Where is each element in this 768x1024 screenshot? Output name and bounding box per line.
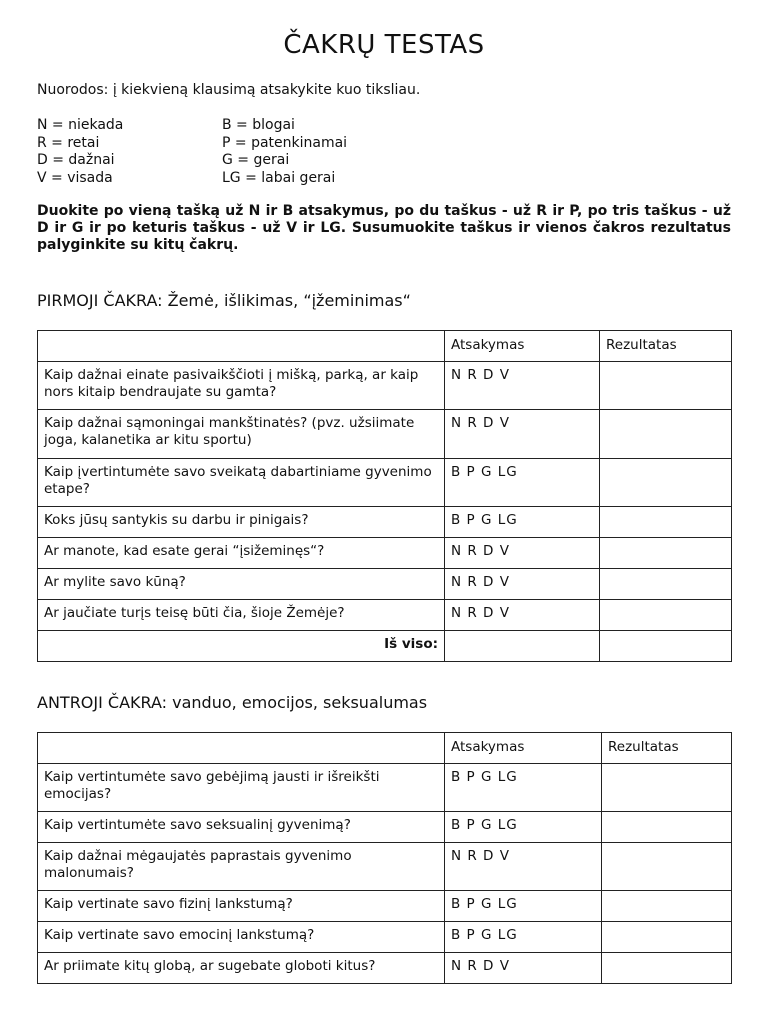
header-result: Rezultatas — [602, 733, 732, 764]
question-cell: Kaip įvertintumėte savo sveikatą dabartiniame gyvenimo etape? — [38, 459, 445, 507]
total-label: Iš viso: — [38, 631, 445, 662]
answer-options-cell[interactable]: N R D V — [445, 569, 600, 600]
answer-options-cell[interactable]: B P G LG — [445, 459, 600, 507]
result-cell[interactable] — [602, 764, 732, 812]
question-cell: Kaip dažnai sąmoningai mankštinatės? (pvz. užsiimate joga, kalanetika ar kitu sportu) — [38, 410, 445, 459]
section-title-second-chakra: ANTROJI ČAKRA: vanduo, emocijos, seksualumas — [37, 693, 428, 712]
header-question — [38, 331, 445, 362]
scoring-instructions: Duokite po vieną tašką už N ir B atsakymus, po du taškus - už R ir P, po tris taškus - už D ir G ir po keturis taškus - už V ir LG. Susumuokite taškus ir vienos čakros rezultatus palyginkite su kitų čakrų. — [37, 203, 731, 253]
question-cell: Kaip dažnai einate pasivaikščioti į mišką, parką, ar kaip nors kitaip bendraujate su gamta? — [38, 362, 445, 410]
table-row — [38, 600, 732, 631]
table-row — [38, 410, 732, 459]
header-answer: Atsakymas — [445, 733, 602, 764]
header-question — [38, 733, 445, 764]
answer-options-cell[interactable]: B P G LG — [445, 891, 602, 922]
total-answer-cell[interactable] — [445, 631, 600, 662]
question-cell: Kaip dažnai mėgaujatės paprastais gyvenimo malonumais? — [38, 843, 445, 891]
table-row — [38, 569, 732, 600]
result-cell[interactable] — [602, 922, 732, 953]
header-result: Rezultatas — [600, 331, 732, 362]
section-title-first-chakra: PIRMOJI ČAKRA: Žemė, išlikimas, “įžeminimas“ — [37, 291, 411, 310]
legend-rating — [222, 117, 347, 187]
question-cell: Kaip vertintumėte savo gebėjimą jausti ir išreikšti emocijas? — [38, 764, 445, 812]
table-row — [38, 891, 732, 922]
header-answer: Atsakymas — [445, 331, 600, 362]
legend-item: B = blogai — [222, 117, 295, 133]
first-chakra-table — [37, 330, 732, 662]
answer-options-cell[interactable]: N R D V — [445, 843, 602, 891]
question-cell: Kaip vertinate savo emocinį lankstumą? — [38, 922, 445, 953]
result-cell[interactable] — [600, 459, 732, 507]
answer-options-cell[interactable]: N R D V — [445, 600, 600, 631]
legend-item: R = retai — [37, 134, 100, 151]
result-cell[interactable] — [600, 410, 732, 459]
table-row — [38, 362, 732, 410]
result-cell[interactable] — [600, 600, 732, 631]
question-cell: Kaip vertintumėte savo seksualinį gyvenimą? — [38, 812, 445, 843]
legend-item: D = dažnai — [37, 152, 115, 168]
result-cell[interactable] — [600, 538, 732, 569]
table-header-row — [38, 733, 732, 764]
answer-options-cell[interactable]: B P G LG — [445, 764, 602, 812]
table-row — [38, 507, 732, 538]
answer-options-cell[interactable]: N R D V — [445, 953, 602, 984]
answer-options-cell[interactable]: B P G LG — [445, 812, 602, 843]
total-row — [38, 631, 732, 662]
question-cell: Kaip vertinate savo fizinį lankstumą? — [38, 891, 445, 922]
legend-item: LG = labai gerai — [222, 169, 336, 186]
question-cell: Koks jūsų santykis su darbu ir pinigais? — [38, 507, 445, 538]
table-header-row — [38, 331, 732, 362]
instructions: Nuorodos: į kiekvieną klausimą atsakykite kuo tiksliau. — [37, 82, 421, 98]
page-title: ČAKRŲ TESTAS — [283, 30, 485, 60]
table-row — [38, 538, 732, 569]
answer-options-cell[interactable]: N R D V — [445, 410, 600, 459]
second-chakra-table — [37, 732, 732, 984]
question-cell: Ar mylite savo kūną? — [38, 569, 445, 600]
answer-options-cell[interactable]: N R D V — [445, 362, 600, 410]
result-cell[interactable] — [602, 953, 732, 984]
table-row — [38, 459, 732, 507]
legend-item: P = patenkinamai — [222, 134, 348, 151]
legend-item: V = visada — [37, 169, 113, 186]
result-cell[interactable] — [602, 843, 732, 891]
legend-item: N = niekada — [37, 117, 124, 133]
table-row — [38, 953, 732, 984]
answer-options-cell[interactable]: N R D V — [445, 538, 600, 569]
legend-item: G = gerai — [222, 152, 290, 168]
table-row — [38, 812, 732, 843]
result-cell[interactable] — [602, 891, 732, 922]
result-cell[interactable] — [600, 362, 732, 410]
question-cell: Ar priimate kitų globą, ar sugebate globoti kitus? — [38, 953, 445, 984]
answer-options-cell[interactable]: B P G LG — [445, 922, 602, 953]
answer-options-cell[interactable]: B P G LG — [445, 507, 600, 538]
result-cell[interactable] — [600, 569, 732, 600]
table-row — [38, 843, 732, 891]
total-result-cell[interactable] — [600, 631, 732, 662]
question-cell: Ar manote, kad esate gerai “įsižeminęs“? — [38, 538, 445, 569]
table-row — [38, 922, 732, 953]
question-cell: Ar jaučiate turįs teisę būti čia, šioje Žemėje? — [38, 600, 445, 631]
result-cell[interactable] — [602, 812, 732, 843]
table-row — [38, 764, 732, 812]
legend-frequency — [37, 117, 123, 187]
result-cell[interactable] — [600, 507, 732, 538]
